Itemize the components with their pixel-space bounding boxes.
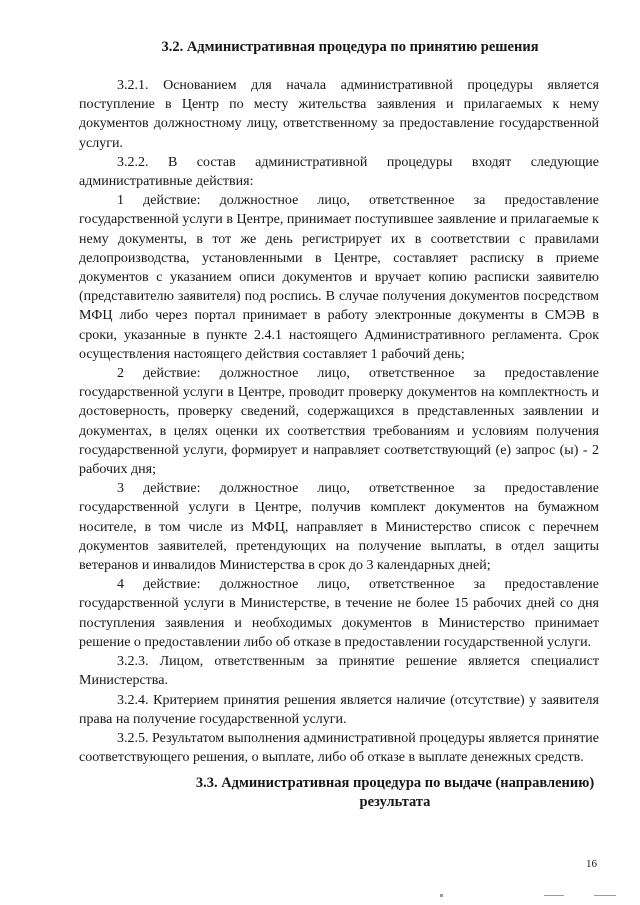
scan-artifact xyxy=(440,894,443,897)
paragraph-3-2-3: 3.2.3. Лицом, ответственным за принятие решение является специалист Министерства. xyxy=(79,654,599,689)
section-body xyxy=(79,76,599,767)
paragraph-action-3: 3 действие: должностное лицо, ответственное за предоставление государственной услуги в Центре, получив комплект документов на бумажном носителе, в том числе из МФЦ, направляет в Министерство список с перечнем документов заявителей, претендующих на получение выплаты, в отдел защиты ветеранов и инвалидов Министерства в срок до 3 календарных дней; xyxy=(79,481,599,574)
paragraph-action-4: 4 действие: должностное лицо, ответственное за предоставление государственной услуги в Министерстве, в течение не более 15 рабочих дней со дня поступления заявления и необходимых документов в Министерство принимает решение о предоставлении либо об отказе в предоставлении государственной услуги. xyxy=(79,577,599,650)
paragraph-action-2: 2 действие: должностное лицо, ответственное за предоставление государственной услуги в Центре, проводит проверку документов на комплектность и достоверность, проверку сведений, содержащихся в представленных заявлении и документах, в целях оценки их соответствия требованиям и условиям получения государственной услуги, формирует и направляет соответствующий (е) запрос (ы) - 2 рабочих дня; xyxy=(79,366,599,478)
next-section-heading: 3.3. Административная процедура по выдаче (направлению) результата xyxy=(195,775,595,810)
scan-artifact xyxy=(594,895,616,896)
paragraph-3-2-1: 3.2.1. Основанием для начала административной процедуры является поступление в Центр по месту жительства заявления и прилагаемых к нему документов должностному лицу, ответственному за предоставление государственной услуги. xyxy=(79,78,599,151)
paragraph-3-2-4: 3.2.4. Критерием принятия решения является наличие (отсутствие) у заявителя права на получение государственной услуги. xyxy=(79,692,599,727)
page-number: 16 xyxy=(586,858,597,870)
paragraph-3-2-2: 3.2.2. В состав административной процедуры входят следующие административные действия: xyxy=(79,154,599,190)
paragraph-3-2-5: 3.2.5. Результатом выполнения административной процедуры является принятие соответствующего решения, о выплате, либо об отказе в выплате денежных средств. xyxy=(79,730,600,766)
scan-artifact xyxy=(544,895,564,896)
paragraph-action-1: 1 действие: должностное лицо, ответственное за предоставление государственной услуги в Центре, принимает поступившее заявление и прилагаемые к нему документы, в тот же день регистрирует их в соответствии с правилами делопроизводства, установленными в Центре, составляет расписку в приеме документов с указанием описи документов и вручает копию расписки заявителю (представителю заявителя) под роспись. В случае получения документов посредством МФЦ либо через портал принимает в работу электронные документы в СМЭВ в сроки, указанные в пункте 2.4.1 настоящего Административного регламента. Срок осуществления настоящего действия составляет 1 рабочий день; xyxy=(79,193,599,362)
section-heading: 3.2. Административная процедура по принятию решения xyxy=(161,39,539,55)
